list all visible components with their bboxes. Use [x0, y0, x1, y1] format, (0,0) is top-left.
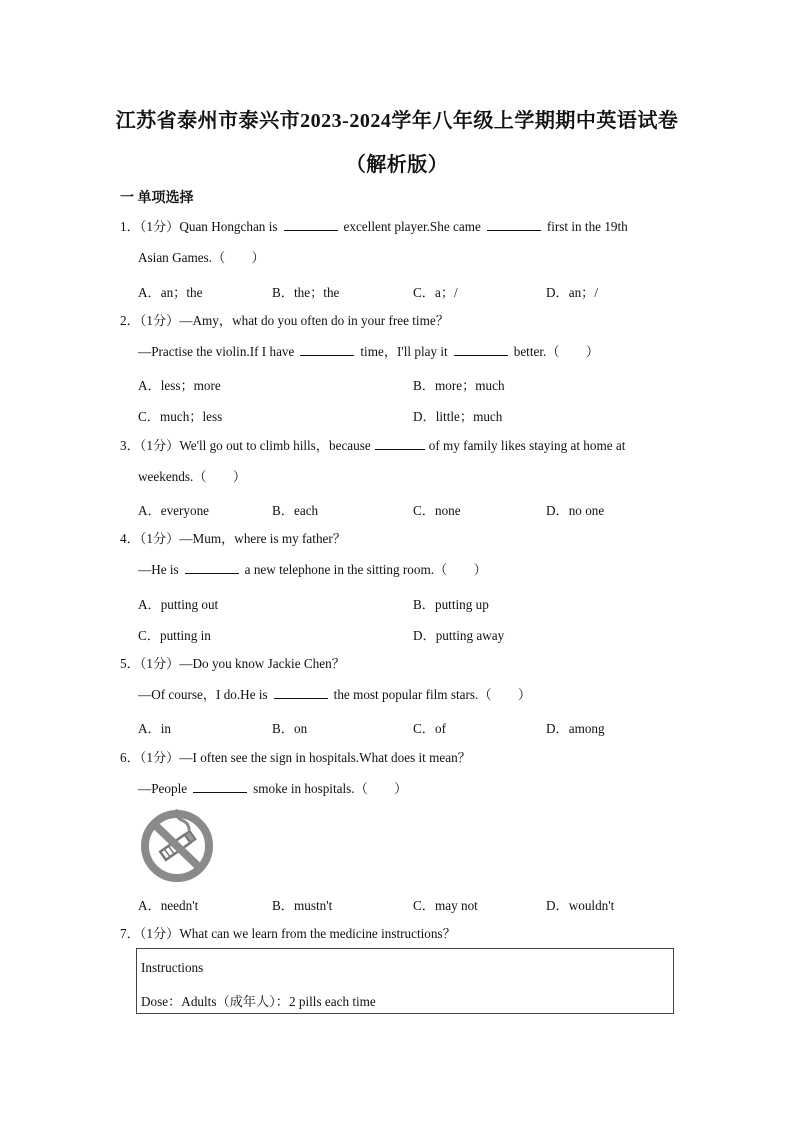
page-title: 江苏省泰州市泰兴市2023-2024学年八年级上学期期中英语试卷	[115, 110, 679, 132]
blank	[454, 344, 508, 356]
no-smoking-sign-icon	[138, 808, 216, 884]
question-5-option-d: D．among	[546, 721, 605, 736]
question-3-text-a: 3．（1分）We'll go out to climb hills，because	[120, 438, 371, 453]
question-2-text-b: time，I'll play it	[360, 344, 448, 359]
question-7-line1: 7．（1分）What can we learn from the medicine instructions？	[120, 926, 456, 941]
question-3-option-c: C．none	[413, 503, 461, 518]
question-2-option-a: A．less；more	[138, 378, 221, 393]
blank	[487, 219, 541, 231]
question-1-option-c: C．a；/	[413, 285, 458, 300]
instructions-title: Instructions	[141, 960, 204, 975]
question-1-text-c: first in the 19th	[546, 219, 628, 234]
question-1-option-b: B．the；the	[272, 285, 340, 300]
question-1-text-b: excellent player.She came	[343, 219, 481, 234]
question-4-option-a: A．putting out	[138, 597, 219, 612]
question-6-line1: 6．（1分）—I often see the sign in hospitals.What does it mean？	[120, 750, 471, 765]
page-subtitle: （解析版）	[345, 154, 449, 176]
question-5-option-b: B．on	[272, 721, 308, 736]
question-4-line2	[138, 562, 487, 578]
question-2-line2	[138, 344, 599, 360]
question-1-line2: Asian Games.（ ）	[138, 250, 265, 265]
blank	[193, 781, 247, 793]
instructions-box	[136, 948, 674, 1014]
question-6-option-d: D．wouldn't	[546, 898, 615, 913]
question-6-text-b: smoke in hospitals.（ ）	[253, 781, 408, 796]
question-3-option-d: D．no one	[546, 503, 605, 518]
question-2-line1: 2．（1分）—Amy，what do you often do in your free time？	[120, 313, 449, 328]
question-4-text-b: a new telephone in the sitting room.（ ）	[244, 562, 487, 577]
question-4-line1: 4．（1分）—Mum，where is my father？	[120, 531, 346, 546]
question-3-line2: weekends.（ ）	[138, 469, 247, 484]
question-1-line1	[120, 219, 628, 235]
question-3-option-a: A．everyone	[138, 503, 210, 518]
blank	[300, 344, 354, 356]
blank	[185, 562, 239, 574]
question-6-text-a: —People	[138, 781, 188, 796]
blank	[274, 687, 328, 699]
question-2-option-c: C．much；less	[138, 409, 223, 424]
question-5-line2	[138, 687, 531, 703]
question-3-option-b: B．each	[272, 503, 319, 518]
question-2-text-c: better.（ ）	[513, 344, 600, 359]
question-5-text-a: —Of course，I do.He is	[138, 687, 268, 702]
question-6-option-a: A．needn't	[138, 898, 199, 913]
question-2-option-d: D．little；much	[413, 409, 503, 424]
question-5-option-a: A．in	[138, 721, 171, 736]
question-6-option-c: C．may not	[413, 898, 478, 913]
question-1-option-a: A．an；the	[138, 285, 203, 300]
question-6-line2	[138, 781, 407, 797]
question-1-option-d: D．an；/	[546, 285, 599, 300]
question-4-option-d: D．putting away	[413, 628, 505, 643]
question-2-option-b: B．more；much	[413, 378, 505, 393]
question-5-option-c: C．of	[413, 721, 446, 736]
question-3-line1	[120, 438, 625, 454]
blank	[375, 438, 425, 450]
question-3-text-b: of my family likes staying at home at	[428, 438, 626, 453]
question-1-text-a: 1．（1分）Quan Hongchan is	[120, 219, 278, 234]
instructions-dose: Dose：Adults（成年人）：2 pills each time	[141, 994, 376, 1009]
question-4-option-c: C．putting in	[138, 628, 211, 643]
blank	[284, 219, 338, 231]
question-6-option-b: B．mustn't	[272, 898, 333, 913]
question-2-text-a: —Practise the violin.If I have	[138, 344, 295, 359]
question-4-option-b: B．putting up	[413, 597, 489, 612]
question-4-text-a: —He is	[138, 562, 179, 577]
question-5-text-b: the most popular film stars.（ ）	[333, 687, 532, 702]
question-5-line1: 5．（1分）—Do you know Jackie Chen？	[120, 656, 345, 671]
section-heading: 一 单项选择	[120, 191, 194, 206]
